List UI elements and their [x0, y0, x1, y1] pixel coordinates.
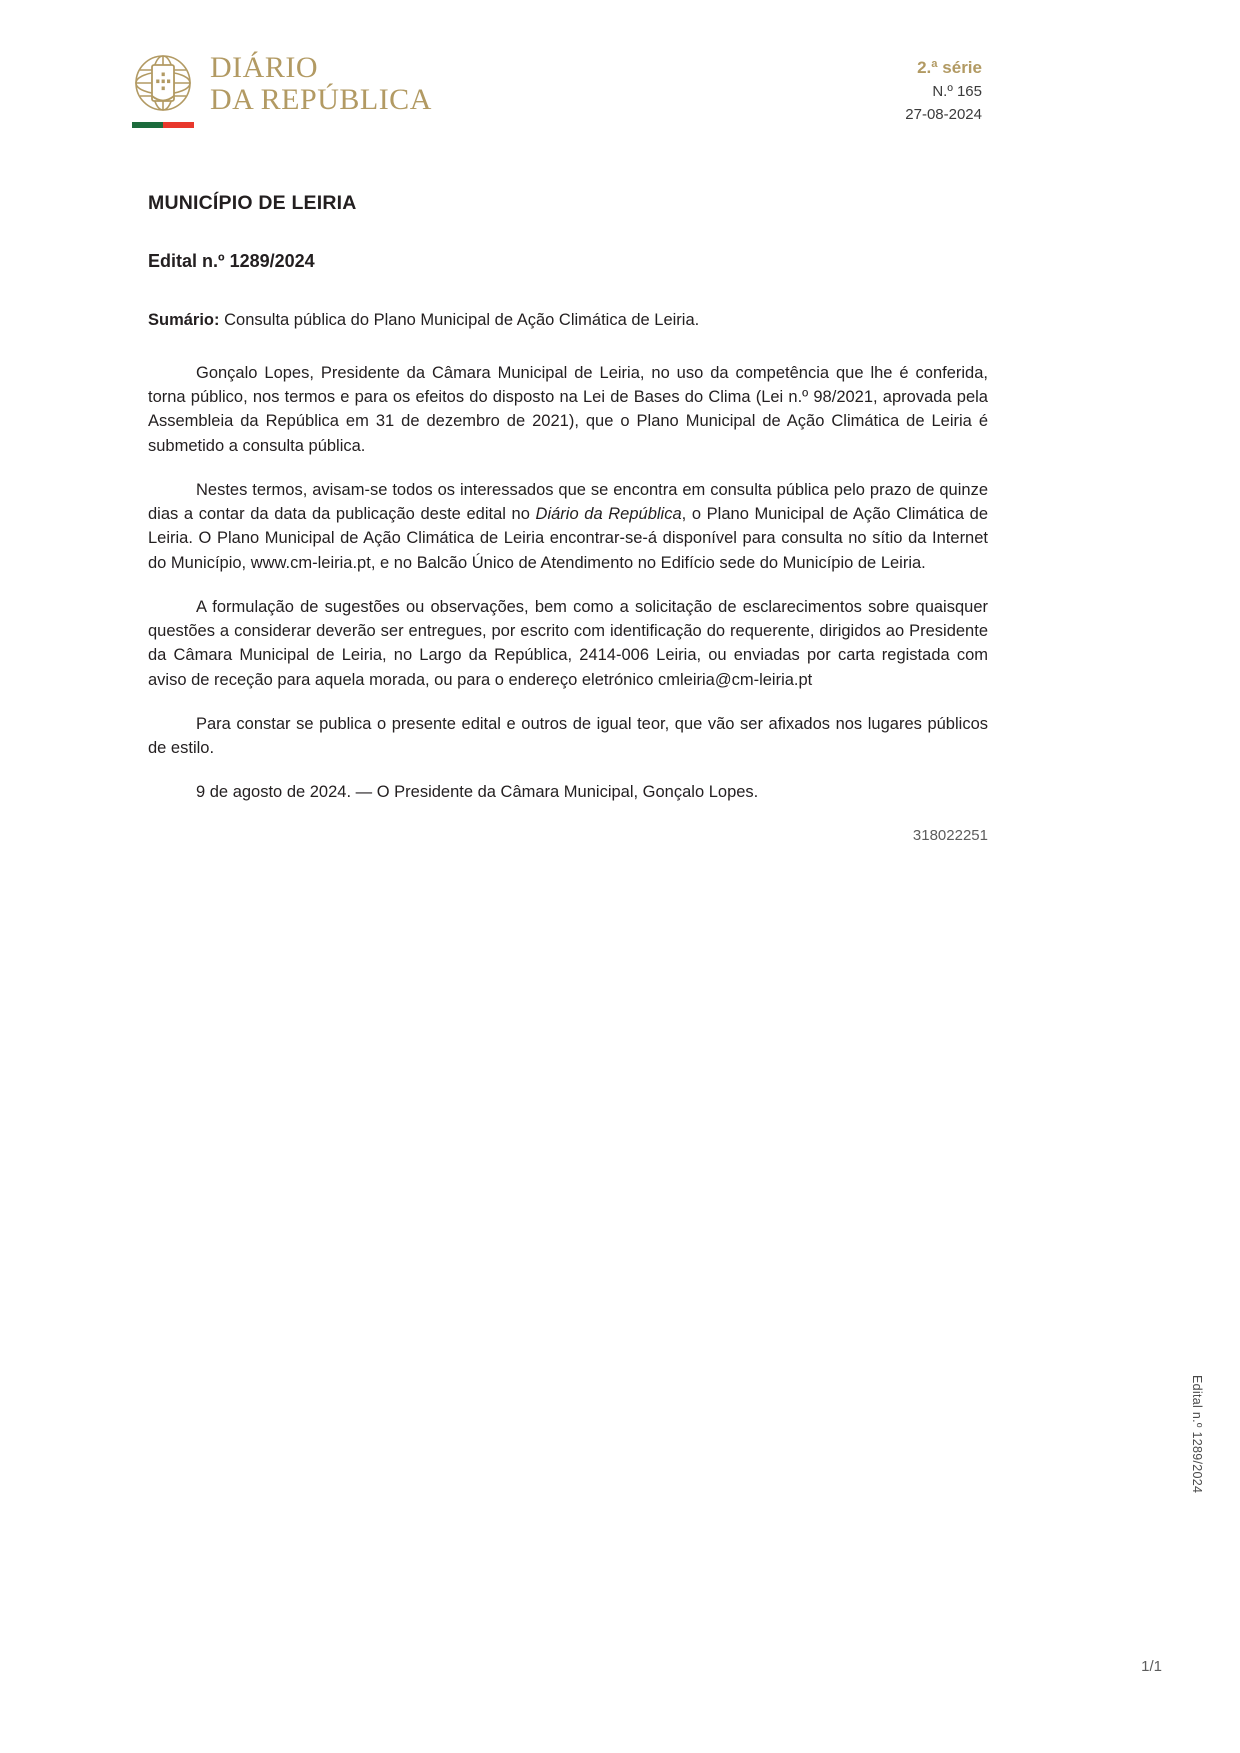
publication-name-italic: Diário da República: [535, 505, 682, 523]
summary-label: Sumário:: [148, 311, 220, 329]
entity-title: MUNICÍPIO DE LEIRIA: [148, 192, 357, 214]
flag-red-half: [163, 122, 194, 128]
act-title: Edital n.º 1289/2024: [148, 251, 315, 271]
issue-date: 27-08-2024: [905, 105, 982, 123]
issue-series: 2.ª série: [917, 58, 982, 77]
body-paragraph-1: Gonçalo Lopes, Presidente da Câmara Municipal de Leiria, no uso da competência que lhe é conferida, torna público, nos termos e para os efeitos do disposto na Lei de Bases do Clima (Lei n.º 98/2021, aprovada pela Assembleia da República em 31 de dezembro de 2021), que o Plano Municipal de Ação Climática de Leiria é submetido a consulta pública.: [148, 363, 988, 455]
paragraph-2-part-2: , o Plano Municipal de Ação Climática de Leiria. O Plano Municipal de Ação Climática de Leiria encontrar-se-á disponível para consulta no sítio da Internet do Município, www.cm-leiria.pt, e no Balcão Único de Atendimento no Edifício sede do Município de Leiria.: [148, 505, 988, 572]
armillary-sphere-shield-icon: [132, 52, 194, 114]
body-paragraph-4: Para constar se publica o presente edital e outros de igual teor, que vão ser afixados nos lugares públicos de estilo.: [148, 714, 988, 757]
page-number: 1/1: [1141, 1658, 1162, 1675]
issue-number: N.º 165: [932, 82, 982, 100]
summary-text: Consulta pública do Plano Municipal de Ação Climática de Leiria.: [219, 311, 700, 329]
body-paragraph-3: A formulação de sugestões ou observações, bem como a solicitação de esclarecimentos sobre quaisquer questões a considerar deverão ser entregues, por escrito com identificação do requerente, dirigidos ao Presidente da Câmara Municipal de Leiria, no Largo da República, 2414-006 Leiria, ou enviadas por carta registada com aviso de receção para aquela morada, ou para o endereço eletrónico cmleiria@cm-leiria.pt: [148, 597, 988, 689]
document-reference-number: 318022251: [912, 826, 988, 844]
summary-line: [148, 308, 988, 333]
brand-line-da-republica: DA REPÚBLICA: [210, 83, 432, 117]
portugal-flag-bar: [132, 122, 194, 128]
body-paragraph-2: [148, 478, 988, 575]
brand-line-diario: DIÁRIO: [210, 51, 318, 84]
issue-info: [905, 55, 982, 126]
masthead: [0, 0, 1240, 150]
brand-wordmark: [210, 52, 432, 117]
document-content: [148, 192, 988, 844]
paragraph-2-part-1: Nestes termos, avisam-se todos os interessados que se encontra em consulta pública pelo prazo de quinze dias a contar da data da publicação deste edital no: [148, 480, 988, 523]
side-margin-reference: Edital n.º 1289/2024: [1190, 1374, 1204, 1493]
signature-line: 9 de agosto de 2024. — O Presidente da Câmara Municipal, Gonçalo Lopes.: [196, 783, 759, 802]
flag-green-half: [132, 122, 163, 128]
diario-da-republica-logo: [132, 52, 432, 117]
